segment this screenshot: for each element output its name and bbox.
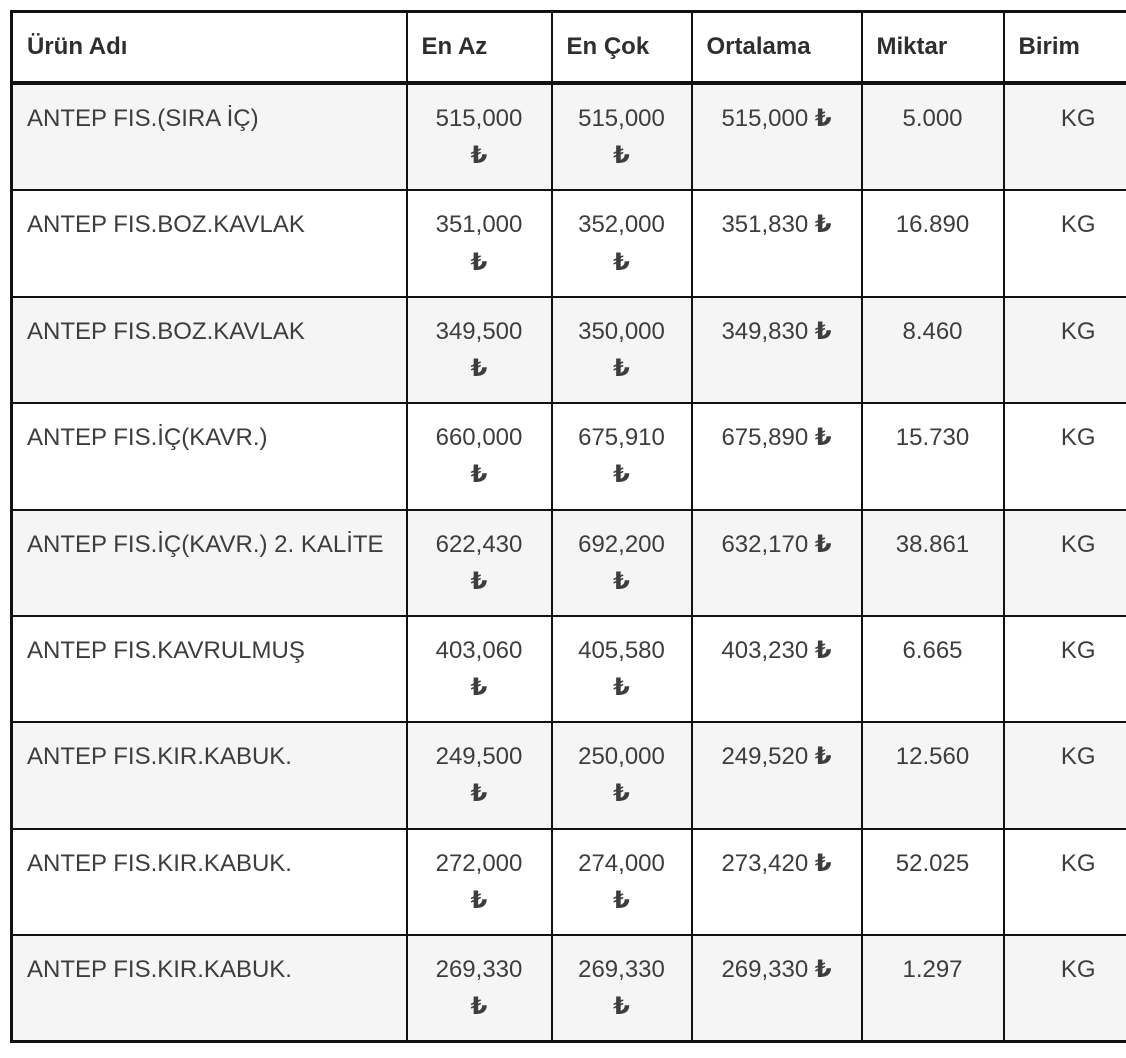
unit-cell: KG bbox=[1004, 722, 1126, 828]
max-price-value: 269,330 bbox=[578, 956, 665, 983]
avg-price-value: 632,170 bbox=[721, 530, 815, 558]
column-header-max: En Çok bbox=[552, 12, 692, 84]
min-price-cell bbox=[407, 722, 552, 828]
avg-price-cell bbox=[692, 510, 862, 616]
min-price-value: 622,430 bbox=[435, 530, 523, 558]
product-name-cell: ANTEP FIS.İÇ(KAVR.) 2. KALİTE bbox=[12, 510, 407, 616]
lira-symbol: ₺ bbox=[470, 567, 488, 595]
max-price-value: 405,580 bbox=[578, 636, 665, 664]
column-header-product: Ürün Adı bbox=[12, 12, 407, 84]
lira-symbol: ₺ bbox=[470, 886, 488, 914]
table-row bbox=[12, 83, 1126, 190]
table-row bbox=[12, 616, 1126, 722]
quantity-cell: 1.297 bbox=[862, 935, 1004, 1042]
unit-cell: KG bbox=[1004, 510, 1126, 616]
max-price-cell bbox=[552, 616, 692, 722]
column-header-quantity: Miktar bbox=[862, 12, 1004, 84]
lira-symbol: ₺ bbox=[814, 743, 832, 771]
product-name-cell: ANTEP FIS.KIR.KABUK. bbox=[12, 829, 407, 935]
lira-symbol: ₺ bbox=[814, 424, 832, 452]
unit-cell: KG bbox=[1004, 297, 1126, 403]
lira-symbol: ₺ bbox=[814, 956, 832, 983]
column-header-average: Ortalama bbox=[692, 12, 862, 84]
min-price-value: 515,000 bbox=[435, 105, 523, 132]
product-name-cell: ANTEP FIS.KIR.KABUK. bbox=[12, 935, 407, 1042]
avg-price-cell bbox=[692, 190, 862, 296]
lira-symbol: ₺ bbox=[814, 849, 832, 877]
lira-symbol: ₺ bbox=[613, 674, 630, 702]
max-price-value: 352,000 bbox=[578, 211, 665, 239]
max-price-cell bbox=[552, 83, 692, 190]
column-header-unit: Birim bbox=[1004, 12, 1126, 84]
lira-symbol: ₺ bbox=[470, 142, 488, 170]
min-price-value: 349,500 bbox=[435, 317, 523, 345]
lira-symbol: ₺ bbox=[613, 993, 630, 1021]
lira-symbol: ₺ bbox=[613, 248, 630, 276]
header-row bbox=[12, 12, 1126, 84]
max-price-value: 274,000 bbox=[578, 849, 665, 877]
product-name-cell: ANTEP FIS.(SIRA İÇ) bbox=[12, 83, 407, 190]
avg-price-cell bbox=[692, 83, 862, 190]
max-price-cell bbox=[552, 403, 692, 509]
quantity-cell: 5.000 bbox=[862, 83, 1004, 190]
max-price-cell bbox=[552, 722, 692, 828]
lira-symbol: ₺ bbox=[470, 780, 488, 808]
lira-symbol: ₺ bbox=[613, 142, 630, 170]
lira-symbol: ₺ bbox=[814, 530, 832, 558]
min-price-cell bbox=[407, 829, 552, 935]
lira-symbol: ₺ bbox=[470, 248, 488, 276]
avg-price-cell bbox=[692, 297, 862, 403]
max-price-cell bbox=[552, 297, 692, 403]
quantity-cell: 52.025 bbox=[862, 829, 1004, 935]
max-price-value: 350,000 bbox=[578, 317, 665, 345]
avg-price-value: 249,520 bbox=[721, 743, 815, 771]
quantity-cell: 8.460 bbox=[862, 297, 1004, 403]
min-price-value: 403,060 bbox=[435, 636, 523, 664]
max-price-value: 250,000 bbox=[578, 743, 665, 771]
min-price-cell bbox=[407, 616, 552, 722]
table-body bbox=[12, 83, 1126, 1042]
max-price-value: 675,910 bbox=[578, 424, 665, 452]
table-row bbox=[12, 935, 1126, 1042]
min-price-value: 351,000 bbox=[435, 211, 523, 239]
lira-symbol: ₺ bbox=[613, 886, 630, 914]
avg-price-value: 515,000 bbox=[721, 105, 815, 132]
column-header-min: En Az bbox=[407, 12, 552, 84]
avg-price-value: 273,420 bbox=[721, 849, 815, 877]
max-price-cell bbox=[552, 829, 692, 935]
min-price-cell bbox=[407, 297, 552, 403]
min-price-value: 660,000 bbox=[435, 424, 523, 452]
table-row bbox=[12, 722, 1126, 828]
lira-symbol: ₺ bbox=[470, 461, 488, 489]
unit-cell: KG bbox=[1004, 83, 1126, 190]
lira-symbol: ₺ bbox=[814, 317, 832, 345]
table-row bbox=[12, 510, 1126, 616]
max-price-cell bbox=[552, 510, 692, 616]
max-price-cell bbox=[552, 190, 692, 296]
min-price-cell bbox=[407, 510, 552, 616]
avg-price-cell bbox=[692, 935, 862, 1042]
unit-cell: KG bbox=[1004, 616, 1126, 722]
product-name-cell: ANTEP FIS.KAVRULMUŞ bbox=[12, 616, 407, 722]
lira-symbol: ₺ bbox=[613, 780, 630, 808]
avg-price-value: 269,330 bbox=[721, 956, 815, 983]
quantity-cell: 12.560 bbox=[862, 722, 1004, 828]
table-row bbox=[12, 403, 1126, 509]
product-name-cell: ANTEP FIS.BOZ.KAVLAK bbox=[12, 190, 407, 296]
lira-symbol: ₺ bbox=[613, 354, 630, 382]
lira-symbol: ₺ bbox=[613, 567, 630, 595]
avg-price-cell bbox=[692, 722, 862, 828]
table-row bbox=[12, 297, 1126, 403]
lira-symbol: ₺ bbox=[814, 105, 832, 132]
min-price-cell bbox=[407, 190, 552, 296]
lira-symbol: ₺ bbox=[470, 674, 488, 702]
lira-symbol: ₺ bbox=[613, 461, 630, 489]
unit-cell: KG bbox=[1004, 935, 1126, 1042]
unit-cell: KG bbox=[1004, 829, 1126, 935]
quantity-cell: 15.730 bbox=[862, 403, 1004, 509]
unit-cell: KG bbox=[1004, 403, 1126, 509]
min-price-value: 249,500 bbox=[435, 743, 523, 771]
table-header bbox=[12, 12, 1126, 84]
avg-price-cell bbox=[692, 616, 862, 722]
lira-symbol: ₺ bbox=[814, 636, 832, 664]
avg-price-value: 403,230 bbox=[721, 636, 815, 664]
avg-price-cell bbox=[692, 403, 862, 509]
product-name-cell: ANTEP FIS.BOZ.KAVLAK bbox=[12, 297, 407, 403]
quantity-cell: 16.890 bbox=[862, 190, 1004, 296]
unit-cell: KG bbox=[1004, 190, 1126, 296]
min-price-cell bbox=[407, 83, 552, 190]
max-price-cell bbox=[552, 935, 692, 1042]
avg-price-cell bbox=[692, 829, 862, 935]
lira-symbol: ₺ bbox=[814, 211, 832, 239]
product-name-cell: ANTEP FIS.İÇ(KAVR.) bbox=[12, 403, 407, 509]
avg-price-value: 349,830 bbox=[721, 317, 815, 345]
product-name-cell: ANTEP FIS.KIR.KABUK. bbox=[12, 722, 407, 828]
min-price-value: 272,000 bbox=[435, 849, 523, 877]
quantity-cell: 6.665 bbox=[862, 616, 1004, 722]
min-price-value: 269,330 bbox=[435, 956, 523, 983]
table-row bbox=[12, 190, 1126, 296]
price-table bbox=[10, 10, 1126, 1043]
min-price-cell bbox=[407, 935, 552, 1042]
avg-price-value: 351,830 bbox=[721, 211, 815, 239]
max-price-value: 692,200 bbox=[578, 530, 665, 558]
lira-symbol: ₺ bbox=[470, 354, 488, 382]
min-price-cell bbox=[407, 403, 552, 509]
lira-symbol: ₺ bbox=[470, 993, 488, 1021]
max-price-value: 515,000 bbox=[578, 105, 665, 132]
quantity-cell: 38.861 bbox=[862, 510, 1004, 616]
avg-price-value: 675,890 bbox=[721, 424, 815, 452]
table-row bbox=[12, 829, 1126, 935]
